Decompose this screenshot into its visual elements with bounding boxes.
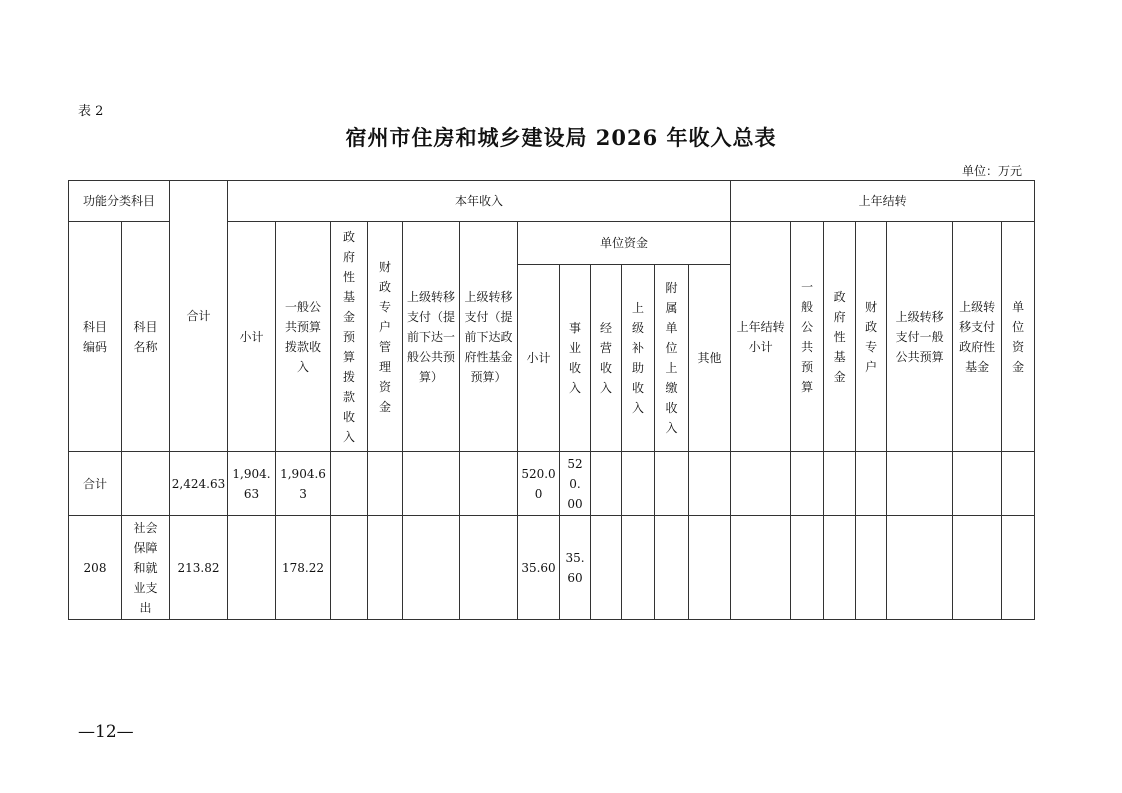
header-co-transfer-gov-fund: 上级转移支付政府性基金 (953, 222, 1002, 452)
table-row-208 (69, 516, 1035, 620)
table-row-total (69, 452, 1035, 516)
header-gov-fund-budget: 政府性基金预算拨款收入 (331, 222, 368, 452)
header-unit-funds: 单位资金 (518, 222, 731, 265)
cell-name (122, 452, 170, 516)
cell-fiscal-special-mgmt (368, 452, 403, 516)
cell-co-general-public (791, 452, 824, 516)
header-total: 合计 (170, 181, 228, 452)
header-classification: 功能分类科目 (69, 181, 170, 222)
header-co-fiscal-special: 财政专户 (856, 222, 887, 452)
table-label: 表 2 (78, 104, 104, 119)
cell-general-public-budget: 1,904.63 (276, 452, 331, 516)
cell-subtotal (228, 516, 276, 620)
cell-general-public-budget: 178.22 (276, 516, 331, 620)
header-co-unit-funds: 单位资金 (1002, 222, 1035, 452)
cell-co-general-public (791, 516, 824, 620)
cell-business-income: 520.00 (560, 452, 591, 516)
cell-gov-fund-budget (331, 516, 368, 620)
cell-operating-income (591, 452, 622, 516)
cell-transfer-general (403, 516, 460, 620)
header-subject-code: 科目编码 (69, 222, 122, 452)
header-affiliated-payment: 附属单位上缴收入 (655, 265, 689, 452)
cell-code: 208 (69, 516, 122, 620)
header-co-gov-fund: 政府性基金 (824, 222, 856, 452)
cell-carryover-subtotal (731, 452, 791, 516)
cell-affiliated-payment (655, 516, 689, 620)
cell-co-fiscal-special (856, 516, 887, 620)
cell-other (689, 452, 731, 516)
header-subtotal: 小计 (228, 222, 276, 452)
header-subject-name: 科目名称 (122, 222, 170, 452)
header-last-year-carryover: 上年结转 (731, 181, 1035, 222)
header-transfer-gov-fund: 上级转移支付（提前下达政府性基金预算） (460, 222, 518, 452)
cell-unit-subtotal: 520.00 (518, 452, 560, 516)
cell-co-transfer-general (887, 452, 953, 516)
header-co-transfer-general: 上级转移支付一般公共预算 (887, 222, 953, 452)
cell-co-gov-fund (824, 516, 856, 620)
header-unit-subtotal: 小计 (518, 265, 560, 452)
cell-co-gov-fund (824, 452, 856, 516)
header-general-public-budget: 一般公共预算拨款收入 (276, 222, 331, 452)
cell-gov-fund-budget (331, 452, 368, 516)
page-title: 宿州市住房和城乡建设局 2026 年收入总表 (345, 125, 777, 150)
cell-other (689, 516, 731, 620)
cell-transfer-gov-fund (460, 452, 518, 516)
cell-co-transfer-gov-fund (953, 452, 1002, 516)
unit-label: 单位：万元 (962, 164, 1023, 178)
cell-co-fiscal-special (856, 452, 887, 516)
header-business-income: 事业收入 (560, 265, 591, 452)
header-current-year-income: 本年收入 (228, 181, 731, 222)
cell-superior-subsidy (622, 516, 655, 620)
header-other: 其他 (689, 265, 731, 452)
cell-carryover-subtotal (731, 516, 791, 620)
cell-operating-income (591, 516, 622, 620)
cell-total: 2,424.63 (170, 452, 228, 516)
header-operating-income: 经营收入 (591, 265, 622, 452)
header-co-general-public: 一般公共预算 (791, 222, 824, 452)
cell-business-income: 35.60 (560, 516, 591, 620)
header-superior-subsidy: 上级补助收入 (622, 265, 655, 452)
cell-affiliated-payment (655, 452, 689, 516)
income-summary-table (68, 180, 1035, 620)
cell-transfer-gov-fund (460, 516, 518, 620)
cell-unit-subtotal: 35.60 (518, 516, 560, 620)
cell-co-transfer-gov-fund (953, 516, 1002, 620)
header-carryover-subtotal: 上年结转小计 (731, 222, 791, 452)
cell-superior-subsidy (622, 452, 655, 516)
cell-subtotal: 1,904.63 (228, 452, 276, 516)
cell-total: 213.82 (170, 516, 228, 620)
cell-transfer-general (403, 452, 460, 516)
cell-fiscal-special-mgmt (368, 516, 403, 620)
cell-co-unit-funds (1002, 452, 1035, 516)
cell-name: 社会保障和就业支出 (122, 516, 170, 620)
header-fiscal-special-mgmt: 财政专户管理资金 (368, 222, 403, 452)
cell-co-unit-funds (1002, 516, 1035, 620)
cell-code: 合计 (69, 452, 122, 516)
page-number: —12— (78, 722, 134, 742)
cell-co-transfer-general (887, 516, 953, 620)
header-transfer-general: 上级转移支付（提前下达一般公共预算） (403, 222, 460, 452)
